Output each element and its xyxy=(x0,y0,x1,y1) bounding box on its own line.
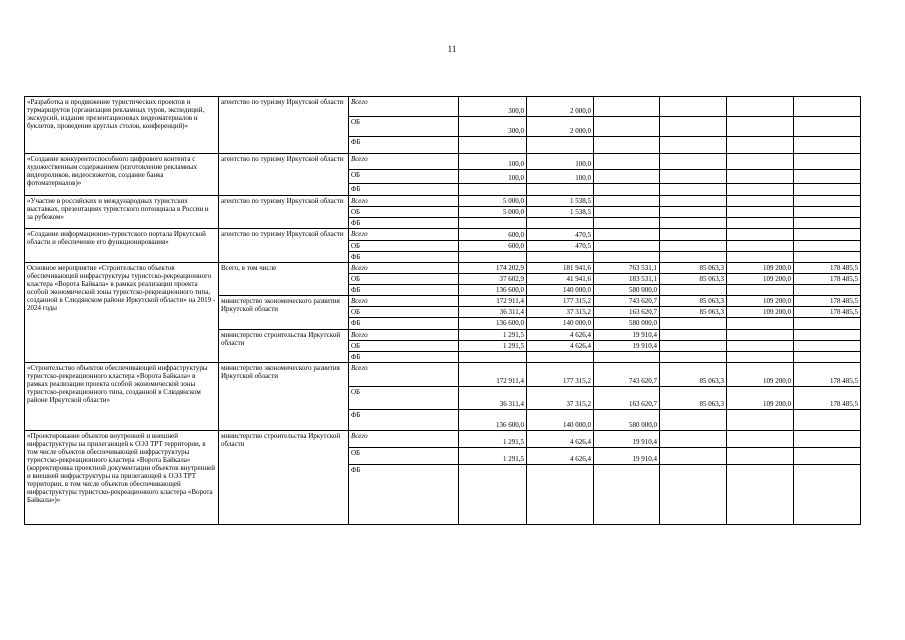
amount-cell: 177 315,2 xyxy=(527,296,594,307)
amount-cell: 37 315,2 xyxy=(527,386,594,409)
amount-cell xyxy=(459,218,527,229)
amount-cell xyxy=(794,117,861,137)
amount-cell: 140 000,0 xyxy=(527,285,594,296)
amount-cell xyxy=(594,97,660,117)
budget-table xyxy=(24,96,861,525)
amount-cell xyxy=(660,207,727,218)
amount-cell: 470,5 xyxy=(527,229,594,241)
amount-cell: 300,0 xyxy=(459,117,527,137)
amount-cell xyxy=(727,184,794,196)
amount-cell xyxy=(594,464,660,524)
event-description: «Проектирование объектов внутренней и внешней инфраструктуры на прилегающей к ОЭЗ ТРТ территории, в том числе объектов обеспечивающей инфраструктуры туристско-рекреационного кластера «Ворота Байкала» (корректировка проектной документации объектов внутренней и внешней инфраструктуры на прилегающей к ОЭЗ ТРТ территории, в том числе объектов обеспечивающей инфраструктуры туристско-рекреационного кластера «Ворота Байкала»)» xyxy=(25,430,219,524)
amount-cell xyxy=(794,340,861,351)
amount-cell xyxy=(794,241,861,252)
amount-cell xyxy=(594,170,660,184)
amount-cell xyxy=(794,154,861,170)
amount-cell: 109 200,0 xyxy=(727,274,794,285)
amount-cell xyxy=(527,218,594,229)
amount-cell xyxy=(727,318,794,329)
funding-source: Всего xyxy=(349,196,459,207)
amount-cell: 140 000,0 xyxy=(527,409,594,430)
funding-source: Всего xyxy=(349,329,459,340)
amount-cell: 600,0 xyxy=(459,229,527,241)
amount-cell xyxy=(660,229,727,241)
amount-cell: 174 202,9 xyxy=(459,263,527,274)
amount-cell: 580 000,0 xyxy=(594,409,660,430)
amount-cell xyxy=(794,351,861,362)
amount-cell: 37 602,9 xyxy=(459,274,527,285)
amount-cell xyxy=(594,196,660,207)
amount-cell: 470,5 xyxy=(527,241,594,252)
amount-cell xyxy=(727,447,794,464)
amount-cell: 163 620,7 xyxy=(594,386,660,409)
amount-cell: 743 620,7 xyxy=(594,362,660,386)
amount-cell xyxy=(459,464,527,524)
event-description: «Разработка и продвижение туристических проектов и турмаршрутов (организация рекламных туров, экспедиций, экскурсий, издание презентационных видеоматериалов и буклетов, проведение круглых столов, конференций)» xyxy=(25,97,219,154)
amount-cell: 140 000,0 xyxy=(527,318,594,329)
amount-cell: 1 538,5 xyxy=(527,207,594,218)
amount-cell: 109 200,0 xyxy=(727,362,794,386)
amount-cell xyxy=(660,329,727,340)
funding-source: ФБ xyxy=(349,218,459,229)
amount-cell: 19 910,4 xyxy=(594,430,660,447)
funding-source: Всего xyxy=(349,97,459,117)
amount-cell xyxy=(660,351,727,362)
funding-source: ОБ xyxy=(349,117,459,137)
amount-cell xyxy=(660,170,727,184)
funding-source: Всего xyxy=(349,229,459,241)
amount-cell xyxy=(727,97,794,117)
amount-cell: 1 291,5 xyxy=(459,329,527,340)
amount-cell: 580 000,0 xyxy=(594,318,660,329)
amount-cell xyxy=(594,207,660,218)
amount-cell: 178 485,5 xyxy=(794,263,861,274)
table-body xyxy=(25,97,861,525)
table-row xyxy=(25,229,861,241)
amount-cell xyxy=(727,252,794,263)
amount-cell xyxy=(660,241,727,252)
amount-cell xyxy=(794,464,861,524)
amount-cell xyxy=(660,464,727,524)
funding-source: ОБ xyxy=(349,307,459,318)
amount-cell: 580 000,0 xyxy=(594,285,660,296)
amount-cell xyxy=(527,464,594,524)
amount-cell xyxy=(727,117,794,137)
funding-source: ОБ xyxy=(349,447,459,464)
funding-source: ОБ xyxy=(349,386,459,409)
table-row xyxy=(25,263,861,274)
amount-cell xyxy=(660,318,727,329)
amount-cell xyxy=(794,170,861,184)
amount-cell: 5 000,0 xyxy=(459,207,527,218)
amount-cell: 109 200,0 xyxy=(727,386,794,409)
amount-cell xyxy=(794,409,861,430)
amount-cell xyxy=(794,447,861,464)
amount-cell xyxy=(727,409,794,430)
amount-cell xyxy=(727,154,794,170)
amount-cell: 172 911,4 xyxy=(459,296,527,307)
amount-cell: 178 485,5 xyxy=(794,307,861,318)
amount-cell xyxy=(727,430,794,447)
funding-source: ФБ xyxy=(349,285,459,296)
funding-source: ФБ xyxy=(349,252,459,263)
amount-cell xyxy=(794,229,861,241)
amount-cell: 763 531,1 xyxy=(594,263,660,274)
table-row xyxy=(25,362,861,386)
funding-source: ОБ xyxy=(349,241,459,252)
amount-cell xyxy=(727,137,794,154)
amount-cell xyxy=(459,252,527,263)
amount-cell xyxy=(727,170,794,184)
amount-cell: 109 200,0 xyxy=(727,263,794,274)
table-row xyxy=(25,97,861,117)
amount-cell xyxy=(459,351,527,362)
amount-cell xyxy=(660,137,727,154)
amount-cell: 178 485,5 xyxy=(794,296,861,307)
amount-cell xyxy=(727,229,794,241)
amount-cell xyxy=(527,252,594,263)
amount-cell: 85 063,3 xyxy=(660,274,727,285)
amount-cell xyxy=(794,430,861,447)
table-row xyxy=(25,196,861,207)
amount-cell xyxy=(660,285,727,296)
event-description: «Строительство объектов обеспечивающей инфраструктуры туристско-рекреационного кластера «Ворота Байкала» в рамках реализации проекта особой экономической зоны туристско-рекреационного типа, созданной в Слюдянском районе Иркутской области» xyxy=(25,362,219,430)
amount-cell: 109 200,0 xyxy=(727,296,794,307)
amount-cell xyxy=(594,218,660,229)
amount-cell xyxy=(727,207,794,218)
amount-cell xyxy=(727,340,794,351)
amount-cell: 172 911,4 xyxy=(459,362,527,386)
amount-cell xyxy=(594,154,660,170)
amount-cell xyxy=(594,117,660,137)
amount-cell: 109 200,0 xyxy=(727,307,794,318)
amount-cell xyxy=(660,340,727,351)
amount-cell: 85 063,3 xyxy=(660,296,727,307)
funding-source: ФБ xyxy=(349,137,459,154)
amount-cell xyxy=(527,351,594,362)
amount-cell: 300,0 xyxy=(459,97,527,117)
amount-cell xyxy=(660,154,727,170)
amount-cell: 1 538,5 xyxy=(527,196,594,207)
page-number: 11 xyxy=(447,44,457,54)
funding-source: ФБ xyxy=(349,318,459,329)
responsible-organization: агентство по туризму Иркутской области xyxy=(219,97,349,154)
amount-cell xyxy=(594,252,660,263)
funding-source: ОБ xyxy=(349,170,459,184)
amount-cell: 100,0 xyxy=(459,154,527,170)
amount-cell: 743 620,7 xyxy=(594,296,660,307)
amount-cell: 181 941,6 xyxy=(527,263,594,274)
amount-cell: 19 910,4 xyxy=(594,329,660,340)
amount-cell: 36 311,4 xyxy=(459,386,527,409)
amount-cell xyxy=(594,184,660,196)
funding-source: ОБ xyxy=(349,340,459,351)
amount-cell xyxy=(594,229,660,241)
amount-cell: 136 600,0 xyxy=(459,318,527,329)
funding-source: ФБ xyxy=(349,409,459,430)
amount-cell xyxy=(594,137,660,154)
responsible-organization: агентство по туризму Иркутской области xyxy=(219,229,349,263)
amount-cell xyxy=(727,241,794,252)
amount-cell xyxy=(660,184,727,196)
amount-cell: 37 315,2 xyxy=(527,307,594,318)
funding-source: Всего xyxy=(349,362,459,386)
event-description: «Создание конкурентоспособного цифрового контента с художественным содержанием (изготовление рекламных видеороликов, видеосюжетов, создание банка фотоматериалов)» xyxy=(25,154,219,196)
funding-source: ФБ xyxy=(349,184,459,196)
amount-cell: 163 620,7 xyxy=(594,307,660,318)
responsible-organization: агентство по туризму Иркутской области xyxy=(219,196,349,229)
table-row xyxy=(25,154,861,170)
amount-cell: 4 626,4 xyxy=(527,430,594,447)
amount-cell: 2 000,0 xyxy=(527,117,594,137)
amount-cell xyxy=(527,137,594,154)
amount-cell: 178 485,5 xyxy=(794,362,861,386)
funding-source: Всего xyxy=(349,263,459,274)
amount-cell xyxy=(660,97,727,117)
amount-cell xyxy=(660,447,727,464)
amount-cell: 100,0 xyxy=(459,170,527,184)
amount-cell xyxy=(794,137,861,154)
amount-cell: 1 291,5 xyxy=(459,340,527,351)
amount-cell xyxy=(459,137,527,154)
amount-cell xyxy=(660,117,727,137)
amount-cell xyxy=(660,196,727,207)
amount-cell: 4 626,4 xyxy=(527,447,594,464)
amount-cell xyxy=(459,184,527,196)
amount-cell: 41 941,6 xyxy=(527,274,594,285)
event-description: «Создание информационно-туристского портала Иркутской области и обеспечение его функционирования» xyxy=(25,229,219,263)
amount-cell: 136 600,0 xyxy=(459,285,527,296)
amount-cell xyxy=(794,196,861,207)
amount-cell xyxy=(594,241,660,252)
amount-cell xyxy=(794,97,861,117)
responsible-organization: министерство экономического развития Иркутской области xyxy=(219,296,349,329)
funding-source: ОБ xyxy=(349,274,459,285)
amount-cell xyxy=(727,218,794,229)
amount-cell: 85 063,3 xyxy=(660,307,727,318)
amount-cell xyxy=(727,351,794,362)
amount-cell xyxy=(660,430,727,447)
amount-cell: 85 063,3 xyxy=(660,386,727,409)
amount-cell xyxy=(527,184,594,196)
amount-cell: 5 000,0 xyxy=(459,196,527,207)
responsible-organization: Всего, в том числе xyxy=(219,263,349,296)
amount-cell xyxy=(727,196,794,207)
amount-cell: 177 315,2 xyxy=(527,362,594,386)
amount-cell xyxy=(794,252,861,263)
funding-source: Всего xyxy=(349,430,459,447)
amount-cell: 100,0 xyxy=(527,154,594,170)
amount-cell: 85 063,3 xyxy=(660,362,727,386)
funding-source: Всего xyxy=(349,154,459,170)
responsible-organization: министерство экономического развития Иркутской области xyxy=(219,362,349,430)
funding-source: ФБ xyxy=(349,351,459,362)
amount-cell xyxy=(794,329,861,340)
event-description: «Участие в российских и международных туристских выставках, презентациях туристского потенциала в России и за рубежом» xyxy=(25,196,219,229)
amount-cell: 85 063,3 xyxy=(660,263,727,274)
amount-cell: 600,0 xyxy=(459,241,527,252)
amount-cell xyxy=(794,285,861,296)
responsible-organization: министерство строительства Иркутской области xyxy=(219,430,349,524)
amount-cell xyxy=(727,329,794,340)
amount-cell xyxy=(727,464,794,524)
funding-source: ОБ xyxy=(349,207,459,218)
amount-cell xyxy=(794,207,861,218)
amount-cell: 100,0 xyxy=(527,170,594,184)
amount-cell: 4 626,4 xyxy=(527,340,594,351)
amount-cell xyxy=(727,285,794,296)
amount-cell: 36 311,4 xyxy=(459,307,527,318)
amount-cell xyxy=(594,351,660,362)
amount-cell xyxy=(660,218,727,229)
amount-cell: 183 531,1 xyxy=(594,274,660,285)
funding-source: Всего xyxy=(349,296,459,307)
amount-cell xyxy=(794,184,861,196)
amount-cell xyxy=(794,218,861,229)
amount-cell: 178 485,5 xyxy=(794,386,861,409)
amount-cell xyxy=(660,409,727,430)
amount-cell: 19 910,4 xyxy=(594,447,660,464)
funding-source: ФБ xyxy=(349,464,459,524)
amount-cell: 1 291,5 xyxy=(459,430,527,447)
amount-cell: 1 291,5 xyxy=(459,447,527,464)
amount-cell xyxy=(660,252,727,263)
table-row xyxy=(25,430,861,447)
amount-cell: 2 000,0 xyxy=(527,97,594,117)
amount-cell: 19 910,4 xyxy=(594,340,660,351)
responsible-organization: агентство по туризму Иркутской области xyxy=(219,154,349,196)
amount-cell xyxy=(794,318,861,329)
amount-cell: 178 485,5 xyxy=(794,274,861,285)
amount-cell: 136 600,0 xyxy=(459,409,527,430)
responsible-organization: министерство строительства Иркутской области xyxy=(219,329,349,362)
amount-cell: 4 626,4 xyxy=(527,329,594,340)
event-description: Основное мероприятие «Строительство объектов обеспечивающей инфраструктуры туристско-рекреационного кластера «Ворота Байкала» в рамках реализации проекта особой экономической зоны туристско-рекреационного типа, созданной в Слюдянском районе Иркутской области» на 2019 - 2024 годы xyxy=(25,263,219,362)
